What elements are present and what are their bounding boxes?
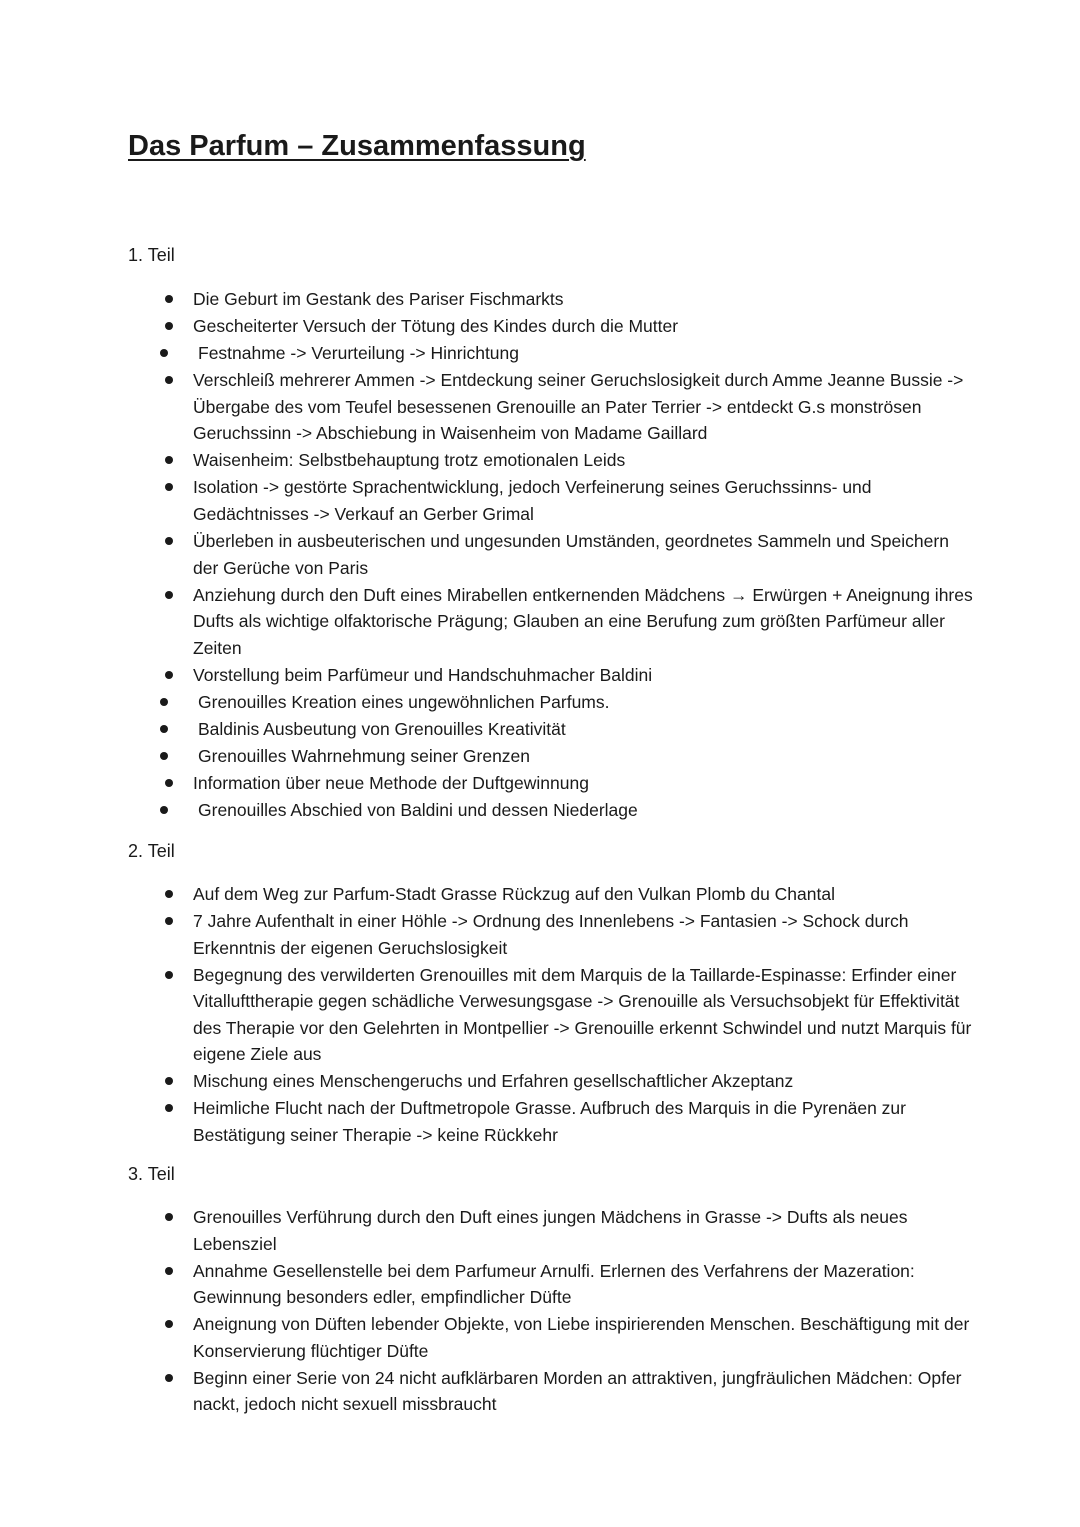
list-item: [193, 716, 973, 743]
bullet-icon: [165, 537, 173, 545]
bullet-icon: [160, 725, 168, 733]
section-3-list: [193, 1204, 973, 1418]
bullet-icon: [165, 890, 173, 898]
list-item-text: Verschleiß mehrerer Ammen -> Entdeckung seiner Geruchslosigkeit durch Amme Jeanne Bussie -> Übergabe des vom Teufel besessenen Grenouille an Pater Terrier -> entdeckt G.s monströsen Geruchssinn -> Abschiebung in Waisenheim von Madame Gaillard: [193, 370, 964, 444]
bullet-icon: [165, 591, 173, 599]
list-item: [193, 447, 973, 474]
bullet-icon: [165, 1267, 173, 1275]
list-item: [193, 313, 973, 340]
bullet-icon: [165, 671, 173, 679]
list-item-text: Gescheiterter Versuch der Tötung des Kindes durch die Mutter: [193, 316, 679, 337]
list-item-text: Grenouilles Abschied von Baldini und dessen Niederlage: [198, 800, 638, 821]
bullet-icon: [165, 322, 173, 330]
list-item-text: Grenouilles Kreation eines ungewöhnlichen Parfums.: [198, 691, 610, 712]
list-item-text: Aneignung von Düften lebender Objekte, von Liebe inspirierenden Menschen. Beschäftigung mit der Konservierung flüchtiger Düfte: [193, 1314, 970, 1361]
section-2-list: [193, 881, 973, 1149]
list-item: [193, 689, 973, 716]
list-item-text: Auf dem Weg zur Parfum-Stadt Grasse Rückzug auf den Vulkan Plomb du Chantal: [193, 884, 835, 904]
bullet-icon: [160, 698, 168, 706]
list-item-text: Isolation -> gestörte Sprachentwicklung, jedoch Verfeinerung seines Geruchssinns- und Gedächtnisses -> Verkauf an Gerber Grimal: [193, 477, 872, 524]
bullet-icon: [165, 1213, 173, 1221]
document-title: Das Parfum – Zusammenfassung: [128, 130, 586, 162]
bullet-icon: [165, 917, 173, 925]
list-item: [193, 582, 973, 662]
bullet-icon: [165, 779, 173, 787]
section-heading-2: 2. Teil: [128, 841, 175, 861]
bullet-icon: [160, 349, 168, 357]
section-heading-3: 3. Teil: [128, 1164, 175, 1184]
list-item: [193, 662, 973, 689]
bullet-icon: [165, 971, 173, 979]
list-item: [193, 881, 973, 908]
list-item-text: Waisenheim: Selbstbehauptung trotz emotionalen Leids: [193, 450, 626, 471]
bullet-icon: [165, 1104, 173, 1112]
list-item: [193, 743, 973, 770]
bullet-icon: [165, 1320, 173, 1328]
list-item-text: Mischung eines Menschengeruchs und Erfahren gesellschaftlicher Akzeptanz: [193, 1071, 794, 1092]
bullet-icon: [165, 376, 173, 384]
list-item: [193, 474, 973, 527]
list-item-text: Heimliche Flucht nach der Duftmetropole Grasse. Aufbruch des Marquis in die Pyrenäen zur Bestätigung seiner Therapie -> keine Rückkehr: [193, 1098, 906, 1145]
list-item: [193, 770, 973, 797]
bullet-icon: [165, 295, 173, 303]
list-item: [193, 908, 973, 961]
list-item: [193, 1365, 973, 1418]
list-item: [193, 528, 973, 581]
list-item: [193, 367, 973, 447]
bullet-icon: [165, 1077, 173, 1085]
list-item-text: 7 Jahre Aufenthalt in einer Höhle -> Ordnung des Innenlebens -> Fantasien -> Schock durch Erkenntnis der eigenen Geruchslosigkeit: [193, 911, 909, 958]
list-item: [193, 1204, 973, 1257]
list-item: [193, 286, 973, 313]
list-item-text: Information über neue Methode der Duftgewinnung: [193, 773, 589, 794]
bullet-icon: [160, 806, 168, 814]
list-item-text: Beginn einer Serie von 24 nicht aufklärbaren Morden an attraktiven, jungfräulichen Mädchen: Opfer nackt, jedoch nicht sexuell missbraucht: [193, 1367, 962, 1415]
list-item-text: Vorstellung beim Parfümeur und Handschuhmacher Baldini: [193, 664, 653, 685]
list-item-text: Anziehung durch den Duft eines Mirabellen entkernenden Mädchens → Erwürgen + Aneignung ihres Dufts als wichtige olfaktorische Prägung; Glauben an eine Berufung zum größten Parfümeur aller Zeiten: [193, 584, 973, 658]
list-item: [193, 1095, 973, 1148]
bullet-icon: [165, 1374, 173, 1382]
bullet-icon: [160, 752, 168, 760]
list-item-text: Annahme Gesellenstelle bei dem Parfumeur Arnulfi. Erlernen des Verfahrens der Mazeration: Gewinnung besonders edler, empfindlicher Düfte: [193, 1260, 915, 1308]
list-item: [193, 1068, 973, 1095]
list-item: [193, 1311, 973, 1364]
list-item-text: Die Geburt im Gestank des Pariser Fischmarkts: [193, 289, 564, 309]
list-item-text: Festnahme -> Verurteilung -> Hinrichtung: [198, 343, 519, 364]
list-item: [193, 797, 973, 824]
list-item: [193, 340, 973, 367]
list-item-text: Baldinis Ausbeutung von Grenouilles Kreativität: [198, 718, 566, 739]
list-item-text: Grenouilles Verführung durch den Duft eines jungen Mädchens in Grasse -> Dufts als neues Lebensziel: [193, 1207, 908, 1254]
list-item: [193, 1258, 973, 1311]
list-item-text: Grenouilles Wahrnehmung seiner Grenzen: [198, 746, 531, 767]
bullet-icon: [165, 483, 173, 491]
list-item-text: Begegnung des verwilderten Grenouilles mit dem Marquis de la Taillarde-Espinasse: Erfinder einer Vitallufttherapie gegen schädliche Verwesungsgase -> Grenouille als Versuchsobjekt für Effektivität des Therapie vor den Gelehrten in Montpellier -> Grenouille erkennt Schwindel und nutzt Marquis für eigene Ziele aus: [193, 964, 972, 1065]
section-1-list: [193, 286, 973, 824]
bullet-icon: [165, 456, 173, 464]
section-heading-1: 1. Teil: [128, 245, 175, 265]
list-item: [193, 962, 973, 1068]
list-item-text: Überleben in ausbeuterischen und ungesunden Umständen, geordnetes Sammeln und Speichern der Gerüche von Paris: [193, 531, 949, 578]
